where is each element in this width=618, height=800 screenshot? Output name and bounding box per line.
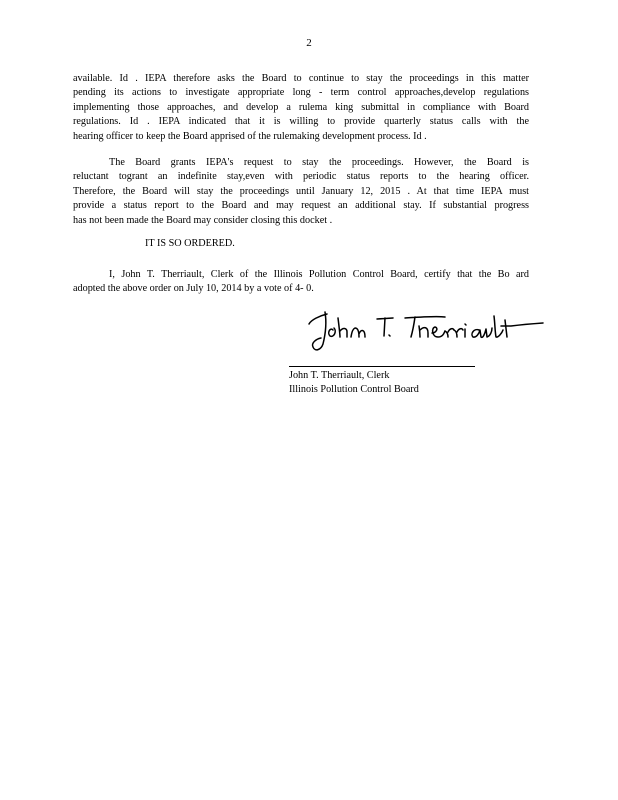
signature-block (289, 369, 419, 397)
text-line: pending its actions to investigate appropriate long - term control approaches,develop regulations (73, 87, 529, 99)
text-line: The Board grants IEPA's request to stay the proceedings. However, the Board is (109, 157, 529, 168)
page-number: 2 (306, 37, 312, 49)
text-line: adopted the above order on July 10, 2014 by a vote of 4- 0. (73, 283, 314, 295)
signer-organization: Illinois Pollution Control Board (289, 384, 419, 395)
text-line: I, John T. Therriault, Clerk of the Illinois Pollution Control Board, certify that the Bo ard (109, 269, 529, 280)
signer-name-title: John T. Therriault, Clerk (289, 370, 390, 381)
paragraph-board-decision (73, 156, 529, 228)
text-line: regulations. Id . IEPA indicated that it is willing to provide quarterly status calls with the (73, 116, 529, 128)
text-line: has not been made the Board may consider closing this docket . (73, 214, 333, 226)
text-line: hearing officer to keep the Board apprised of the rulemaking development process. Id . (73, 130, 427, 142)
signature-line (289, 366, 475, 367)
text-line: Therefore, the Board will stay the proceedings until January 12, 2015 . At that time IEPA must (73, 185, 529, 197)
order-statement: IT IS SO ORDERED. (145, 238, 235, 249)
text-line: implementing those approaches, and develop a rulema king submittal in compliance with Board (73, 101, 529, 113)
handwritten-signature (305, 306, 550, 356)
paragraph-certification (73, 268, 529, 297)
paragraph-stay-request (73, 72, 529, 144)
text-line: provide a status report to the Board and may request an additional stay. If substantial progress (73, 200, 529, 212)
text-line: available. Id . IEPA therefore asks the Board to continue to stay the proceedings in this matter (73, 73, 529, 84)
text-line: reluctant togrant an indefinite stay,even with periodic status reports to the hearing officer. (73, 171, 529, 183)
